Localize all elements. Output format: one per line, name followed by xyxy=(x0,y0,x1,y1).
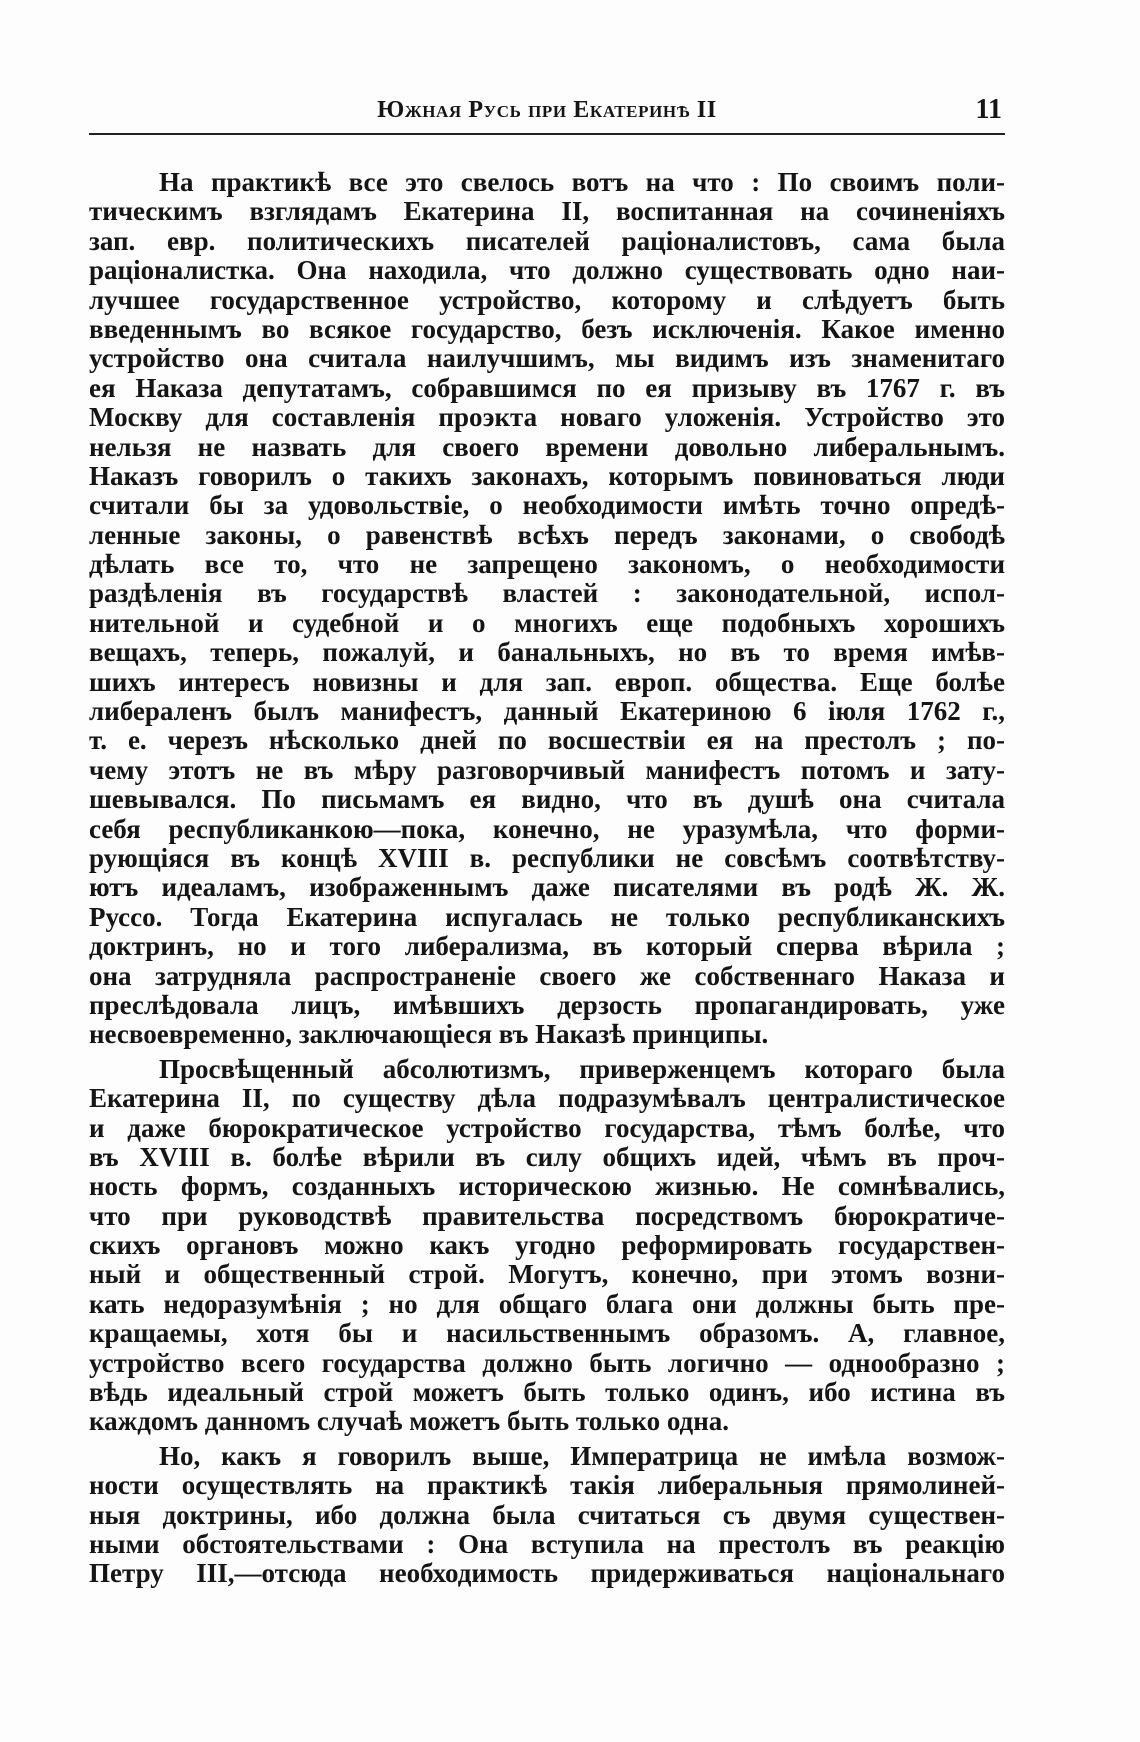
text-line: раздѣленія въ государствѣ властей : законодательной, испол- xyxy=(89,578,1005,609)
text-line: что при руководствѣ правительства посредствомъ бюрократиче- xyxy=(89,1200,1005,1231)
text-line: она затрудняла распространеніе своего же собственнаго Наказа и xyxy=(89,960,1005,991)
text-line: себя республиканкою—пока, конечно, не уразумѣла, что форми- xyxy=(89,813,1005,844)
paragraph-2 xyxy=(89,1055,1005,1437)
text-line: Просвѣщенный абсолютизмъ, приверженцемъ котораго была xyxy=(159,1053,1005,1084)
text-line: устройство всего государства должно быть логично — однообразно ; xyxy=(89,1347,1005,1378)
text-line: Екатерина II, по существу дѣла подразумѣвалъ централистическое xyxy=(89,1083,1005,1114)
text-line: либераленъ былъ манифестъ, данный Екатериною 6 іюля 1762 г., xyxy=(89,696,1005,727)
text-line: нельзя не назвать для своего времени довольно либеральнымъ. xyxy=(89,431,1005,462)
text-line: лучшее государственное устройство, которому и слѣдуетъ быть xyxy=(89,284,1005,315)
text-line: Руссо. Тогда Екатерина испугалась не только республиканскихъ xyxy=(89,901,1005,932)
text-line: ленные законы, о равенствѣ всѣхъ передъ законами, о свободѣ xyxy=(89,519,1005,550)
text-line: ютъ идеаламъ, изображеннымъ даже писателями въ родѣ Ж. Ж. xyxy=(89,872,1005,903)
running-title: Южная Русь при Екатеринѣ II xyxy=(377,97,717,123)
text-line: рующіяся въ концѣ XVIII в. республики не совсѣмъ соотвѣтству- xyxy=(89,842,1005,873)
text-line: Наказъ говорилъ о такихъ законахъ, которымъ повиноваться люди xyxy=(89,460,1005,491)
text-line: и даже бюрократическое устройство государства, тѣмъ болѣе, что xyxy=(89,1112,1005,1143)
header-rule xyxy=(89,133,1005,135)
text-line: шихъ интересъ новизны и для зап. европ. общества. Еще болѣе xyxy=(89,666,1005,697)
text-line: т. е. черезъ нѣсколько дней по восшествіи ея на престолъ ; по- xyxy=(89,725,1005,756)
text-line: кать недоразумѣнія ; но для общаго блага они должны быть пре- xyxy=(89,1288,1005,1319)
text-line: На практикѣ все это свелось вотъ на что : По своимъ поли- xyxy=(159,167,1005,197)
paragraph-3 xyxy=(89,1442,1005,1589)
text-line: нительной и судебной и о многихъ еще подобныхъ хорошихъ xyxy=(89,607,1005,638)
text-line: Москву для составленія проэкта новаго уложенія. Устройство это xyxy=(89,402,1005,433)
text-line: ный и общественный строй. Могутъ, конечно, при этомъ возни- xyxy=(89,1259,1005,1290)
text-line: скихъ органовъ можно какъ угодно реформировать государствен- xyxy=(89,1230,1005,1261)
text-line: раціоналистка. Она находила, что должно существовать одно наи- xyxy=(89,255,1005,286)
text-line: Но, какъ я говорилъ выше, Императрица не имѣла возмож- xyxy=(159,1440,1005,1471)
text-line: дѣлать все то, что не запрещено закономъ, о необходимости xyxy=(89,549,1005,580)
text-line: ности осуществлять на практикѣ такія либеральныя прямолиней- xyxy=(89,1470,1005,1501)
text-line: считали бы за удовольствіе, о необходимости имѣть точно опредѣ- xyxy=(89,490,1005,521)
text-line: устройство она считала наилучшимъ, мы видимъ изъ знаменитаго xyxy=(89,343,1005,374)
text-line: ея Наказа депутатамъ, собравшимся по ея призыву въ 1767 г. въ xyxy=(89,372,1005,403)
page-number: 11 xyxy=(975,94,1002,125)
text-line: ными обстоятельствами : Она вступила на престолъ въ реакцію xyxy=(89,1528,1005,1559)
text-line: тическимъ взглядамъ Екатерина II, воспитанная на сочиненіяхъ xyxy=(89,196,1005,227)
text-line: каждомъ данномъ случаѣ можетъ быть только одна. xyxy=(89,1406,730,1437)
text-line: чему этотъ не въ мѣру разговорчивый манифестъ потомъ и зату- xyxy=(89,754,1005,785)
text-line: шевывался. По письмамъ ея видно, что въ душѣ она считала xyxy=(89,784,1005,815)
text-line: Петру III,—отсюда необходимость придерживаться національнаго xyxy=(89,1558,1005,1589)
paragraph-1 xyxy=(89,168,1005,1050)
text-line: зап. евр. политическихъ писателей раціоналистовъ, сама была xyxy=(89,225,1005,256)
text-line: ныя доктрины, ибо должна была считаться съ двумя существен- xyxy=(89,1499,1005,1530)
text-line: кращаемы, хотя бы и насильственнымъ образомъ. А, главное, xyxy=(89,1318,1005,1349)
text-line: введеннымъ во всякое государство, безъ исключенія. Какое именно xyxy=(89,313,1005,344)
text-line: преслѣдовала лицъ, имѣвшихъ дерзость пропагандировать, уже xyxy=(89,989,1005,1020)
text-line: въ XVIII в. болѣе вѣрили въ силу общихъ идей, чѣмъ въ проч- xyxy=(89,1141,1005,1172)
text-line: доктринъ, но и того либерализма, въ который сперва вѣрила ; xyxy=(89,931,1005,962)
text-line: вещахъ, теперь, пожалуй, и банальныхъ, но въ то время имѣв- xyxy=(89,637,1005,668)
text-line: вѣдь идеальный строй можетъ быть только одинъ, ибо истина въ xyxy=(89,1377,1005,1408)
text-line: несвоевременно, заключающіеся въ Наказѣ принципы. xyxy=(89,1019,769,1050)
body-text xyxy=(89,168,1005,1589)
text-line: ность формъ, созданныхъ историческою жизнью. Не сомнѣвались, xyxy=(89,1171,1005,1202)
